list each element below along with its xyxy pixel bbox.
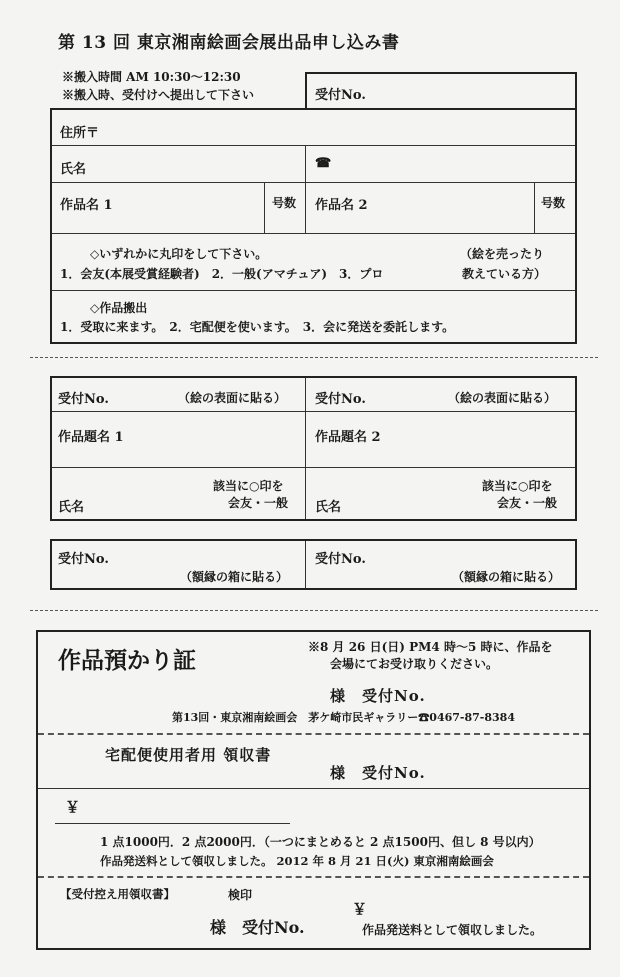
pickup-notice-1: ※8 月 26 日(日) PM4 時～5 時に、作品を — [308, 640, 553, 654]
received-line: 作品発送料として領収しました。 2012 年 8 月 21 日(火) 東京湘南絵画会 — [100, 854, 494, 868]
carry-out-heading: ◇作品搬出 — [90, 301, 148, 315]
stub-yen-sign: ￥ — [352, 900, 368, 918]
pickup-notice-2: 会場にてお受け取りください。 — [330, 657, 499, 671]
face-note-2: （絵の表面に貼る） — [448, 391, 557, 405]
stub-label: 【受付控え用領収書】 — [60, 887, 175, 901]
face-reception-2: 受付No. — [315, 392, 366, 407]
face-reception-1: 受付No. — [58, 392, 109, 407]
pro-note-bottom: 教えている方） — [462, 267, 547, 281]
frame-reception-1: 受付No. — [58, 552, 109, 567]
circle-note-2: 該当に○印を — [482, 479, 553, 493]
cut-line-2 — [30, 610, 598, 611]
frame-note-2: （額縁の箱に貼る） — [452, 570, 561, 584]
stub-received-line: 作品発送料として領収しました。 — [362, 923, 543, 937]
delivery-honorific: 様 受付No. — [330, 764, 426, 782]
stub-honorific: 様 受付No. — [210, 918, 305, 937]
time-note: ※搬入時間 AM 10:30～12:30 — [62, 70, 241, 84]
delivery-title: 宅配便使用者用 領収書 — [105, 746, 272, 764]
membership-options: 1．会友(本展受賞経験者) 2．一般(アマチュア) 3．プロ — [60, 267, 384, 281]
phone-icon: ☎ — [315, 156, 332, 171]
frame-note-1: （額縁の箱に貼る） — [180, 570, 289, 584]
membership-2: 会友・一般 — [497, 496, 558, 510]
frame-reception-2: 受付No. — [315, 552, 366, 567]
receipt-title: 作品預かり証 — [58, 647, 196, 674]
size-label-1: 号数 — [272, 196, 297, 210]
title1-label: 作品題名 1 — [58, 430, 124, 445]
submit-note: ※搬入時、受付けへ提出して下さい — [62, 88, 255, 102]
reception-label: 受付No. — [315, 88, 366, 103]
work2-label: 作品名 2 — [315, 198, 368, 213]
seal-label: 検印 — [228, 888, 253, 902]
size-label-2: 号数 — [541, 196, 566, 210]
choose-note: ◇いずれかに丸印をして下さい。 — [90, 247, 268, 261]
page-title: 第 13 回 東京湘南絵画会展出品申し込み書 — [58, 33, 400, 53]
face-name-2: 氏名 — [315, 500, 342, 515]
yen-sign: ￥ — [65, 798, 81, 816]
work1-label: 作品名 1 — [60, 198, 113, 213]
price-line: 1 点1000円．2 点2000円．（一つにまとめると 2 点1500円、但し 8 号以内） — [100, 835, 541, 849]
membership-1: 会友・一般 — [228, 496, 289, 510]
address-label: 住所〒 — [60, 126, 100, 141]
title2-label: 作品題名 2 — [315, 430, 381, 445]
receipt-box — [36, 630, 591, 950]
receipt-honorific: 様 受付No. — [330, 687, 426, 705]
face-name-1: 氏名 — [58, 500, 85, 515]
cut-line — [30, 357, 598, 358]
circle-note-1: 該当に○印を — [213, 479, 284, 493]
carry-out-options: 1．受取に来ます。 2．宅配便を使います。 3．会に発送を委託します。 — [60, 320, 455, 334]
face-note-1: （絵の表面に貼る） — [178, 391, 287, 405]
name-label: 氏名 — [60, 162, 87, 177]
venue-line: 第13回・東京湘南絵画会 茅ケ崎市民ギャラリー☎0467-87-8384 — [172, 711, 515, 724]
pro-note-top: （絵を売ったり — [460, 247, 545, 261]
